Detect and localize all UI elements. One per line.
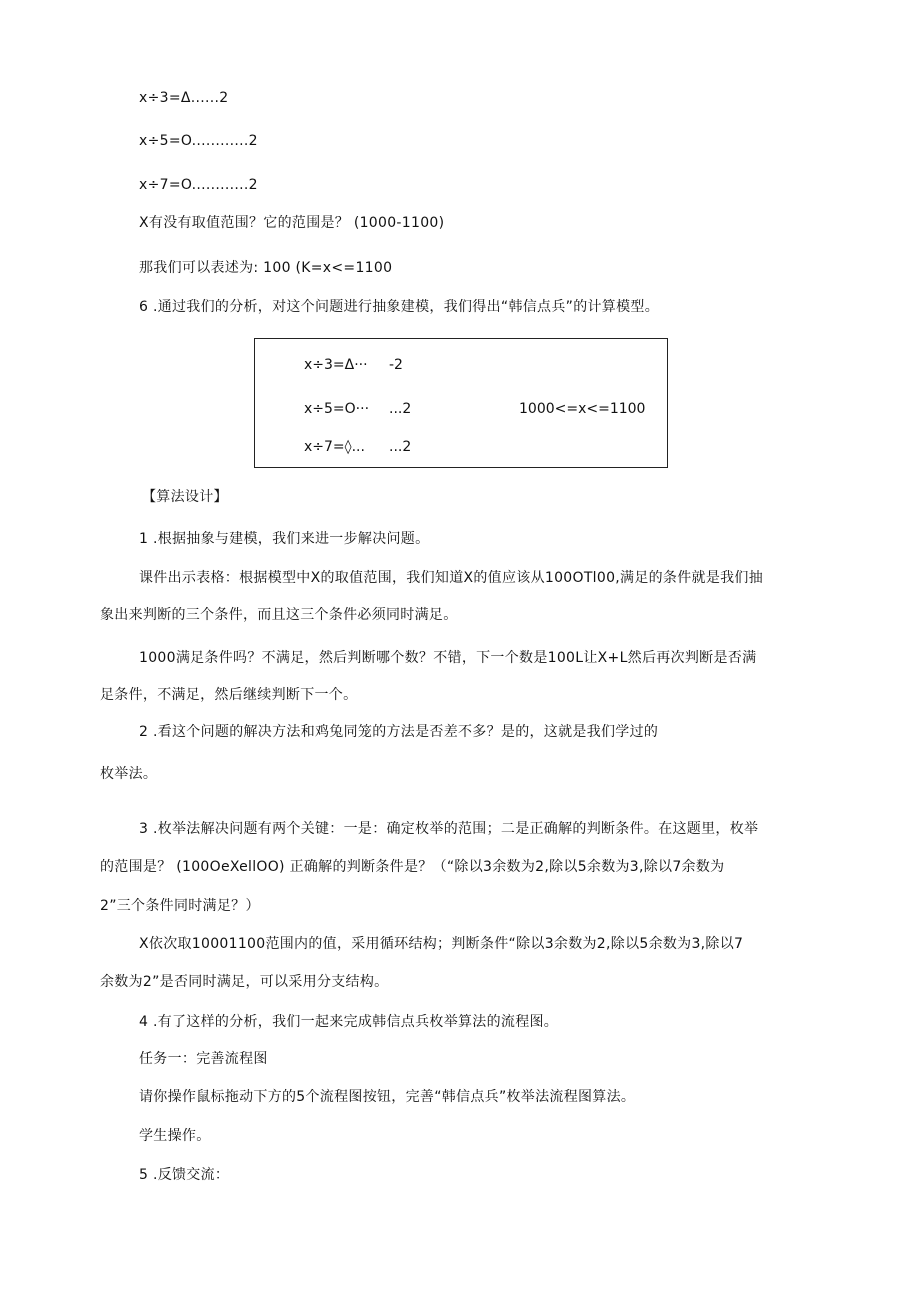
loop-line-2: 余数为2”是否同时满足，可以采用分支结构。 bbox=[100, 974, 389, 990]
model-eq-mod3: x÷3=Δ··· bbox=[304, 357, 368, 373]
paragraph-6: 6 .通过我们的分析，对这个问题进行抽象建模，我们得出“韩信点兵”的计算模型。 bbox=[139, 299, 660, 315]
check-1000-line-2: 足条件，不满足，然后继续判断下一个。 bbox=[100, 687, 358, 703]
paragraph-4: 4 .有了这样的分析，我们一起来完成韩信点兵枚举算法的流程图。 bbox=[139, 1014, 559, 1030]
task-1-title: 任务一：完善流程图 bbox=[139, 1051, 268, 1067]
paragraph-3-line-2: 的范围是？ (100OeXellOO) 正确解的判断条件是？（“除以3余数为2,除以5余数为3,除以7余数为 bbox=[100, 859, 725, 875]
model-eq-mod7: x÷7=◊... bbox=[304, 439, 365, 455]
paragraph-2-line-1: 2 .看这个问题的解决方法和鸡兔同笼的方法是否差不多？是的，这就是我们学过的 bbox=[139, 724, 659, 740]
paragraph-3-line-1: 3 .枚举法解决问题有两个关键：一是：确定枚举的范围；二是正确解的判断条件。在这题里，枚举 bbox=[139, 821, 759, 837]
model-box bbox=[254, 338, 668, 468]
formula-mod7: x÷7=O............2 bbox=[139, 177, 258, 193]
model-rem-mod5: ...2 bbox=[389, 401, 412, 417]
paragraph-5: 5 .反馈交流： bbox=[139, 1167, 230, 1183]
paragraph-1: 1 .根据抽象与建模，我们来进一步解决问题。 bbox=[139, 531, 430, 547]
model-rem-mod7: ...2 bbox=[389, 439, 412, 455]
courseware-line-1: 课件出示表格：根据模型中X的取值范围，我们知道X的值应该从100OTl00,满足的条件就是我们抽 bbox=[139, 570, 764, 586]
paragraph-3-line-3: 2”三个条件同时满足？） bbox=[100, 898, 260, 914]
courseware-line-2: 象出来判断的三个条件，而且这三个条件必须同时满足。 bbox=[100, 607, 458, 623]
model-constraint: 1000<=x<=1100 bbox=[519, 401, 646, 417]
range-expression: 那我们可以表述为: 100 (K=x<=1100 bbox=[139, 260, 393, 276]
student-operation: 学生操作。 bbox=[139, 1128, 211, 1144]
formula-mod5: x÷5=O............2 bbox=[139, 133, 258, 149]
paragraph-2-line-2: 枚举法。 bbox=[100, 766, 158, 782]
formula-mod3: x÷3=Δ......2 bbox=[139, 90, 229, 106]
model-rem-mod3: -2 bbox=[389, 357, 403, 373]
task-1-description: 请你操作鼠标拖动下方的5个流程图按钮，完善“韩信点兵”枚举法流程图算法。 bbox=[139, 1089, 636, 1105]
model-eq-mod5: x÷5=O··· bbox=[304, 401, 370, 417]
loop-line-1: X依次取10001100范围内的值，采用循环结构；判断条件“除以3余数为2,除以5余数为3,除以7 bbox=[139, 936, 744, 952]
check-1000-line-1: 1000满足条件吗？不满足，然后判断哪个数？不错，下一个数是100L让X+L然后再次判断是否满 bbox=[139, 650, 757, 666]
range-question: X有没有取值范围？它的范围是？ (1000-1100) bbox=[139, 215, 445, 231]
section-heading-algorithm: 【算法设计】 bbox=[142, 489, 228, 505]
